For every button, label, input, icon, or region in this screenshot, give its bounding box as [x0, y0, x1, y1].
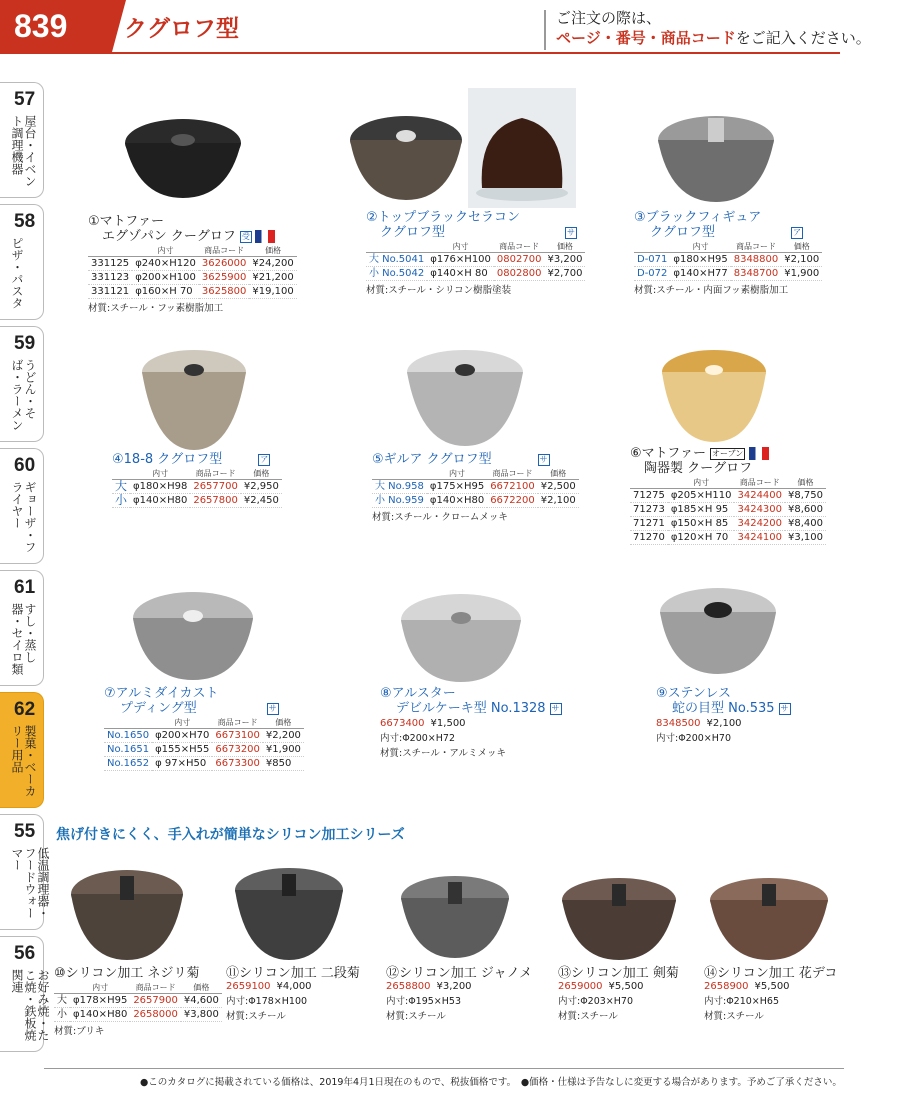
- item-size: φ 97×H50: [152, 757, 212, 771]
- item-code: 6673300: [212, 757, 263, 771]
- item-code: 2657900: [130, 994, 181, 1008]
- sidebar-tab-60[interactable]: [0, 448, 44, 564]
- col-price: 価格: [544, 241, 585, 253]
- item-size: φ180×H98: [130, 480, 190, 494]
- item-code: 2657800: [190, 494, 241, 508]
- item-price: ¥21,200: [249, 271, 296, 285]
- tab-label: 低温調理器・フードウォーマー: [10, 847, 50, 919]
- tab-number: 61: [14, 577, 36, 598]
- supplier-badge: サ: [567, 227, 576, 237]
- item-price: ¥24,200: [249, 257, 296, 271]
- item-size: φ200×H70: [152, 729, 212, 743]
- table-row: [88, 285, 297, 299]
- material-note: 材質:スチール・シリコン樹脂塗装: [366, 285, 512, 296]
- product-name: ⑧アルスター: [380, 686, 456, 701]
- item-no: 71275: [630, 489, 668, 503]
- col-code: 商品コード: [494, 241, 545, 253]
- table-row: [104, 757, 304, 771]
- item-price: ¥2,500: [538, 480, 579, 494]
- price-table: [634, 241, 822, 281]
- item-no: 331123: [88, 271, 132, 285]
- product-name: ⑤ギルア クグロフ型: [372, 452, 492, 467]
- table-row: [630, 489, 826, 503]
- product-image-5: [402, 340, 528, 450]
- size-note: 内寸:Φ200×H70: [656, 733, 732, 744]
- product-11: [226, 966, 360, 1022]
- item-no: No.1652: [104, 757, 152, 771]
- product-image-11: [232, 860, 346, 964]
- table-row: [112, 480, 282, 494]
- product-1: [88, 214, 297, 314]
- order-note-suffix: をご記入ください。: [735, 29, 871, 47]
- item-price: ¥8,600: [785, 503, 826, 517]
- material-note: 材質:スチール・フッ素樹脂加工: [88, 303, 224, 314]
- tab-number: 57: [14, 89, 36, 110]
- col-code: 商品コード: [734, 477, 785, 489]
- product-image-4: [135, 342, 253, 454]
- product-name: ④18-8 クグロフ型: [112, 452, 223, 467]
- product-14: [704, 966, 837, 1022]
- item-size: φ120×H 70: [668, 531, 735, 545]
- col-price: 価格: [785, 477, 826, 489]
- tab-label: うどん・そば・ラーメン: [10, 359, 37, 431]
- tab-label: すし・蒸し器・セイロ類: [10, 603, 37, 675]
- material-note: 材質:スチール: [704, 1011, 764, 1022]
- item-size: φ140×H 80: [427, 267, 494, 281]
- page-number: 839: [0, 0, 112, 52]
- product-10: [54, 966, 222, 1037]
- table-row: [104, 729, 304, 743]
- item-size: φ140×H80: [130, 494, 190, 508]
- header-divider: [0, 52, 840, 54]
- product-name: ⑥マトファー: [630, 446, 707, 461]
- product-image-14: [706, 872, 832, 964]
- tab-number: 62: [14, 699, 36, 720]
- product-image-6: [658, 342, 770, 446]
- tab-number: 58: [14, 211, 36, 232]
- product-image-2-cake: [468, 88, 576, 208]
- item-no: 小 No.959: [372, 494, 427, 508]
- col-size: 内寸: [130, 468, 190, 480]
- item-size: φ200×H100: [132, 271, 199, 285]
- product-name-line2: デビルケーキ型 No.1328: [396, 701, 546, 716]
- col-size: 内寸: [427, 468, 487, 480]
- item-no: 71270: [630, 531, 668, 545]
- col-size: 内寸: [427, 241, 494, 253]
- item-size: φ160×H 70: [132, 285, 199, 299]
- material-note: 材質:スチール: [226, 1011, 286, 1022]
- item-price: ¥3,200: [436, 981, 472, 992]
- product-name: ⑨ステンレス: [656, 686, 732, 701]
- col-size: 内寸: [670, 241, 730, 253]
- item-code: 2657700: [190, 480, 241, 494]
- col-price: 価格: [263, 717, 304, 729]
- tab-label: ピザ・パスタ: [10, 237, 24, 309]
- table-row: [112, 494, 282, 508]
- price-table: [112, 468, 282, 508]
- price-table: [372, 468, 579, 508]
- product-image-8: [396, 586, 526, 686]
- product-name-line2: クグロフ型: [380, 225, 446, 240]
- col-code: 商品コード: [199, 245, 250, 257]
- tab-number: 59: [14, 333, 36, 354]
- price-table: [54, 982, 222, 1022]
- material-note: 材質:スチール・クロームメッキ: [372, 512, 508, 523]
- item-price: ¥2,100: [706, 718, 742, 729]
- product-name: ⑫シリコン加工 ジャノメ: [386, 966, 533, 981]
- order-note: [556, 8, 871, 48]
- item-price: ¥1,500: [430, 718, 466, 729]
- product-7: [104, 686, 304, 771]
- item-size: φ240×H120: [132, 257, 199, 271]
- item-code: 6672200: [487, 494, 538, 508]
- sidebar-tab-59[interactable]: [0, 326, 44, 442]
- item-price: ¥1,900: [263, 743, 304, 757]
- tab-number: 56: [14, 943, 36, 964]
- item-code: 8348800: [731, 253, 782, 267]
- col-size: 内寸: [668, 477, 735, 489]
- col-price: 価格: [538, 468, 579, 480]
- product-4: [112, 452, 282, 508]
- table-row: [372, 480, 579, 494]
- item-no: 大 No.5041: [366, 253, 427, 267]
- footer-divider: [44, 1068, 844, 1069]
- item-size: φ140×H80: [70, 1008, 130, 1022]
- note-bar: [544, 10, 546, 50]
- table-row: [634, 253, 822, 267]
- supplier-badge: サ: [539, 454, 548, 464]
- product-name: ③ブラックフィギュア: [634, 210, 762, 225]
- material-note: 材質:ブリキ: [54, 1026, 105, 1037]
- material-note: 材質:スチール・アルミメッキ: [380, 748, 506, 759]
- supplier-badge: ア: [793, 227, 802, 237]
- product-9: [656, 686, 791, 744]
- item-size: φ185×H 95: [668, 503, 735, 517]
- item-price: ¥3,100: [785, 531, 826, 545]
- material-note: 材質:スチール: [386, 1011, 446, 1022]
- sidebar-tab-62[interactable]: [0, 692, 44, 808]
- item-price: ¥2,100: [538, 494, 579, 508]
- product-name-line2: エグゾパン クーグロフ: [102, 229, 236, 244]
- item-code: 3424300: [734, 503, 785, 517]
- sidebar-tab-61[interactable]: [0, 570, 44, 686]
- france-flag-icon: [255, 230, 275, 243]
- table-row: [630, 517, 826, 531]
- size-note: 内寸:Φ178×H100: [226, 996, 308, 1007]
- item-size: φ205×H110: [668, 489, 735, 503]
- col-price: 価格: [249, 245, 296, 257]
- item-code: 8348500: [656, 718, 701, 729]
- item-no: 331121: [88, 285, 132, 299]
- item-size: φ180×H95: [670, 253, 730, 267]
- product-image-7: [128, 584, 258, 684]
- col-size: 内寸: [70, 982, 130, 994]
- table-row: [634, 267, 822, 281]
- tab-number: 55: [14, 821, 36, 842]
- product-12: [386, 966, 532, 1022]
- item-price: ¥1,900: [781, 267, 822, 281]
- item-code: 2658000: [130, 1008, 181, 1022]
- product-image-1: [118, 98, 248, 208]
- product-name: ①マトファー: [88, 214, 165, 229]
- product-name: ⑩シリコン加工 ネジリ菊: [54, 966, 200, 981]
- item-no: 71273: [630, 503, 668, 517]
- item-no: No.1650: [104, 729, 152, 743]
- table-row: [104, 743, 304, 757]
- supplier-badge: ア: [260, 454, 269, 464]
- tab-label: 屋台・イベント調理機器: [10, 115, 37, 187]
- item-price: ¥2,700: [544, 267, 585, 281]
- tab-number: 60: [14, 455, 36, 476]
- item-code: 0802800: [494, 267, 545, 281]
- item-price: ¥850: [263, 757, 304, 771]
- item-code: 2659000: [558, 981, 603, 992]
- item-code: 6672100: [487, 480, 538, 494]
- sidebar-tab-55[interactable]: [0, 814, 50, 930]
- size-note: 内寸:Φ210×H65: [704, 996, 780, 1007]
- item-code: 3625900: [199, 271, 250, 285]
- col-code: 商品コード: [487, 468, 538, 480]
- item-code: 3424200: [734, 517, 785, 531]
- item-price: ¥3,800: [181, 1008, 222, 1022]
- item-code: 8348700: [731, 267, 782, 281]
- product-6: [630, 446, 826, 545]
- table-row: [54, 994, 222, 1008]
- item-no: 大 No.958: [372, 480, 427, 494]
- item-price: ¥2,450: [241, 494, 282, 508]
- sidebar-tab-58[interactable]: [0, 204, 44, 320]
- page-title: クグロフ型: [124, 16, 239, 42]
- supplier-badge: サ: [551, 703, 560, 713]
- product-name: ⑭シリコン加工 花デコ: [704, 966, 838, 981]
- item-no: 小: [112, 494, 130, 508]
- table-row: [54, 1008, 222, 1022]
- item-size: φ155×H55: [152, 743, 212, 757]
- table-row: [88, 271, 297, 285]
- item-price: ¥3,200: [544, 253, 585, 267]
- item-code: 2659100: [226, 981, 271, 992]
- size-note: 内寸:Φ195×H53: [386, 996, 462, 1007]
- size-note: 内寸:Φ203×H70: [558, 996, 634, 1007]
- silicon-series-heading: 焦げ付きにくく、手入れが簡単なシリコン加工シリーズ: [56, 827, 405, 843]
- order-note-highlight: ページ・番号・商品コード: [556, 29, 736, 47]
- order-note-line1: ご注文の際は、: [556, 9, 662, 27]
- item-code: 6673100: [212, 729, 263, 743]
- product-name: ⑪シリコン加工 二段菊: [226, 966, 360, 981]
- table-row: [372, 494, 579, 508]
- product-image-10: [66, 862, 188, 964]
- product-8: [380, 686, 562, 759]
- product-2: [366, 210, 585, 296]
- product-name-line2: 陶器製 クーグロフ: [644, 461, 753, 476]
- item-price: ¥4,000: [276, 981, 312, 992]
- item-size: φ150×H 85: [668, 517, 735, 531]
- item-size: φ175×H95: [427, 480, 487, 494]
- col-size: 内寸: [132, 245, 199, 257]
- price-table: [630, 477, 826, 545]
- item-code: 6673200: [212, 743, 263, 757]
- product-image-2: [346, 100, 466, 210]
- product-name-line2: 蛇の目型 No.535: [672, 701, 775, 716]
- item-price: ¥5,500: [754, 981, 790, 992]
- item-price: ¥4,600: [181, 994, 222, 1008]
- item-code: 6673400: [380, 718, 425, 729]
- tab-label: 製菓・ベーカリー用品: [10, 725, 37, 797]
- col-price: 価格: [181, 982, 222, 994]
- item-no: D-072: [634, 267, 670, 281]
- table-row: [366, 253, 585, 267]
- item-no: No.1651: [104, 743, 152, 757]
- item-price: ¥5,500: [608, 981, 644, 992]
- table-row: [630, 531, 826, 545]
- item-code: 2658900: [704, 981, 749, 992]
- supplier-badge: サ: [780, 703, 789, 713]
- item-no: 大: [54, 994, 70, 1008]
- item-code: 3424100: [734, 531, 785, 545]
- item-price: ¥2,100: [781, 253, 822, 267]
- product-name-line2: プディング型: [120, 701, 197, 716]
- price-table: [104, 717, 304, 771]
- table-row: [88, 257, 297, 271]
- order-badge: 受: [241, 231, 250, 241]
- sidebar-tab-56[interactable]: [0, 936, 50, 1052]
- item-code: 0802700: [494, 253, 545, 267]
- item-price: ¥2,950: [241, 480, 282, 494]
- material-note: 材質:スチール: [558, 1011, 618, 1022]
- col-price: 価格: [781, 241, 822, 253]
- product-image-13: [558, 872, 680, 964]
- price-table: [366, 241, 585, 281]
- material-note: 材質:スチール・内面フッ素樹脂加工: [634, 285, 789, 296]
- item-no: 71271: [630, 517, 668, 531]
- product-image-12: [398, 870, 512, 962]
- product-3: [634, 210, 822, 296]
- france-flag-icon: [749, 447, 769, 460]
- item-code: 3424400: [734, 489, 785, 503]
- col-code: 商品コード: [212, 717, 263, 729]
- item-code: 3626000: [199, 257, 250, 271]
- product-image-9: [656, 580, 780, 680]
- product-image-3: [652, 100, 780, 210]
- item-price: ¥8,750: [785, 489, 826, 503]
- col-code: 商品コード: [130, 982, 181, 994]
- col-code: 商品コード: [731, 241, 782, 253]
- tab-label: ギョーザ・フライヤー: [10, 481, 37, 553]
- product-13: [558, 966, 679, 1022]
- product-name: ⑦アルミダイカスト: [104, 686, 219, 701]
- table-row: [366, 267, 585, 281]
- item-size: φ140×H77: [670, 267, 730, 281]
- item-no: D-071: [634, 253, 670, 267]
- item-price: ¥2,200: [263, 729, 304, 743]
- col-size: 内寸: [152, 717, 212, 729]
- supplier-badge: サ: [268, 703, 277, 713]
- item-code: 3625800: [199, 285, 250, 299]
- item-code: 2658800: [386, 981, 431, 992]
- item-size: φ178×H95: [70, 994, 130, 1008]
- category-sidebar: [0, 82, 50, 1058]
- product-name: ②トップブラックセラコン: [366, 210, 521, 225]
- item-no: 331125: [88, 257, 132, 271]
- sidebar-tab-57[interactable]: [0, 82, 44, 198]
- product-name: ⑬シリコン加工 剣菊: [558, 966, 679, 981]
- footer-note: ●このカタログに掲載されている価格は、2019年4月1日現在のもので、税抜価格です。 ●価格・仕様は予告なしに変更する場合があります。予めご了承ください。: [140, 1077, 842, 1088]
- item-price: ¥8,400: [785, 517, 826, 531]
- product-name-line2: クグロフ型: [650, 225, 716, 240]
- tab-label: お好み焼・たこ焼・鉄板焼関連: [10, 969, 50, 1041]
- item-no: 大: [112, 480, 130, 494]
- item-size: φ140×H80: [427, 494, 487, 508]
- price-table: [88, 245, 297, 299]
- item-size: φ176×H100: [427, 253, 494, 267]
- col-code: 商品コード: [190, 468, 241, 480]
- table-row: [630, 503, 826, 517]
- size-note: 内寸:Φ200×H72: [380, 733, 456, 744]
- item-price: ¥19,100: [249, 285, 296, 299]
- item-no: 小 No.5042: [366, 267, 427, 281]
- item-no: 小: [54, 1008, 70, 1022]
- oven-badge: オーブン: [712, 448, 744, 458]
- product-5: [372, 452, 579, 523]
- col-price: 価格: [241, 468, 282, 480]
